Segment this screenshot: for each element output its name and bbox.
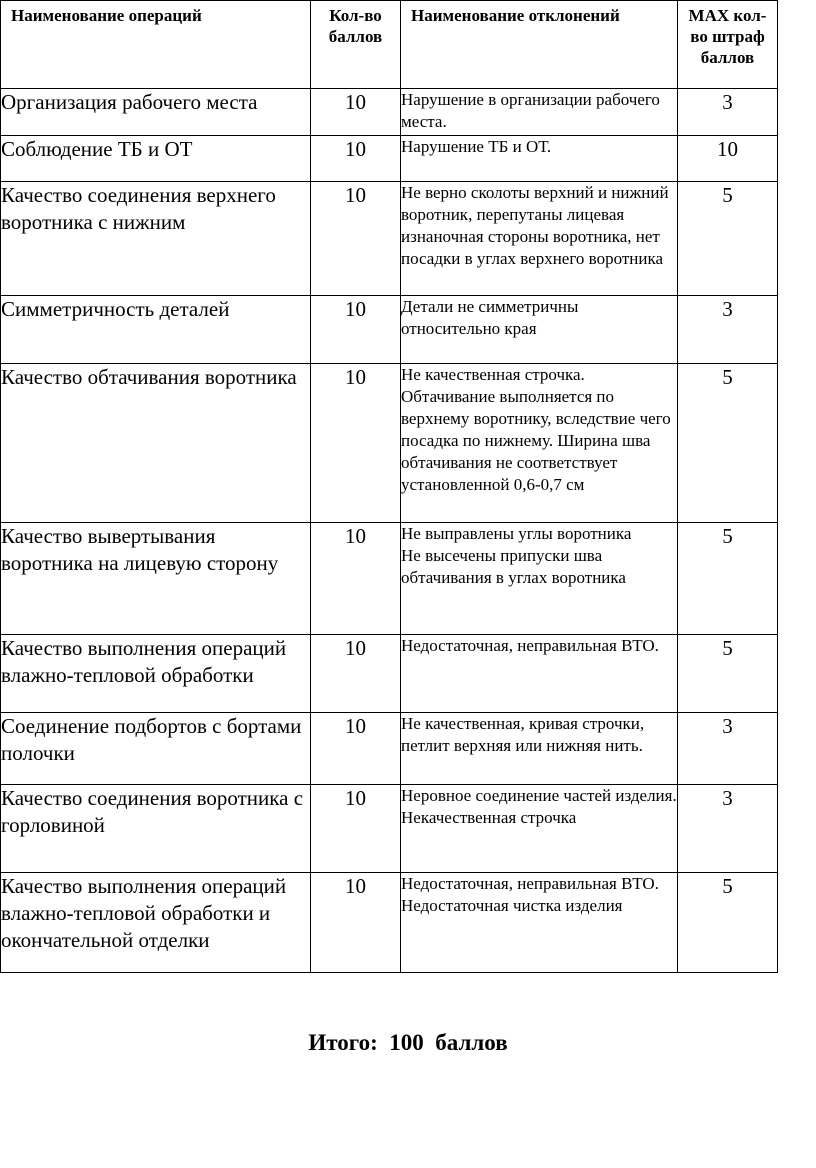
total-summary: Итого: 100 баллов: [308, 1030, 508, 1055]
operation-cell: Качество обтачивания воротника: [1, 364, 311, 523]
deviation-text: Не высечены припуски шва обтачивания в углах воротника: [401, 546, 626, 587]
operation-cell: Качество выполнения операций влажно-тепловой обработки и окончательной отделки: [1, 873, 311, 973]
operation-cell: Симметричность деталей: [1, 296, 311, 364]
deviation-text: Неровное соединение частей изделия. Некачественная строчка: [401, 786, 677, 827]
deviation-cell: [401, 182, 678, 296]
table-row: [1, 89, 778, 136]
deviation-text: Нарушение ТБ и ОТ.: [401, 137, 552, 156]
max-penalty-cell: 5: [678, 182, 778, 296]
max-penalty-cell: 10: [678, 136, 778, 182]
points-cell: 10: [311, 523, 401, 635]
points-cell: 10: [311, 713, 401, 785]
deviation-cell: [401, 364, 678, 523]
points-cell: 10: [311, 364, 401, 523]
deviation-text: Недостаточная чистка изделия: [401, 896, 623, 915]
points-cell: 10: [311, 136, 401, 182]
max-penalty-cell: 3: [678, 89, 778, 136]
points-cell: 10: [311, 635, 401, 713]
points-cell: 10: [311, 296, 401, 364]
deviation-cell: [401, 785, 678, 873]
header-max-penalty: MAX кол-во штраф баллов: [678, 1, 778, 89]
deviation-text: Не верно сколоты верхний и нижний воротник, перепутаны лицевая изнаночная стороны воротника, нет посадки в углах верхнего воротника: [401, 183, 669, 268]
deviation-text: Недостаточная, неправильная ВТО.: [401, 636, 659, 655]
deviation-cell: [401, 523, 678, 635]
operation-cell: Качество выполнения операций влажно-тепловой обработки: [1, 635, 311, 713]
points-cell: 10: [311, 873, 401, 973]
max-penalty-cell: 3: [678, 296, 778, 364]
deviation-cell: [401, 136, 678, 182]
deviation-cell: [401, 635, 678, 713]
max-penalty-cell: 5: [678, 364, 778, 523]
operation-cell: Качество вывертывания воротника на лицевую сторону: [1, 523, 311, 635]
header-row: [1, 1, 778, 89]
operation-cell: Качество соединения верхнего воротника с нижним: [1, 182, 311, 296]
deviation-text: Нарушение в организации рабочего места.: [401, 90, 660, 131]
table-row: [1, 523, 778, 635]
points-cell: 10: [311, 182, 401, 296]
table-row: [1, 785, 778, 873]
header-operation: Наименование операций: [1, 1, 311, 89]
table-row: [1, 136, 778, 182]
deviation-text: Не выправлены углы воротника: [401, 524, 632, 543]
deviation-cell: [401, 713, 678, 785]
header-points: Кол-во баллов: [311, 1, 401, 89]
table-row: [1, 182, 778, 296]
table-row: [1, 635, 778, 713]
deviation-cell: [401, 873, 678, 973]
deviation-cell: [401, 89, 678, 136]
operation-cell: Организация рабочего места: [1, 89, 311, 136]
points-cell: 10: [311, 89, 401, 136]
table-row: [1, 364, 778, 523]
table-row: [1, 713, 778, 785]
max-penalty-cell: 5: [678, 873, 778, 973]
deviation-text: Не качественная строчка. Обтачивание выполняется по верхнему воротнику, вследствие чего посадка по нижнему. Ширина шва обтачивания не соответствует установленной 0,6-0,7 см: [401, 365, 671, 494]
max-penalty-cell: 3: [678, 785, 778, 873]
operation-cell: Соединение подбортов с бортами полочки: [1, 713, 311, 785]
max-penalty-cell: 5: [678, 523, 778, 635]
max-penalty-cell: 3: [678, 713, 778, 785]
operation-cell: Качество соединения воротника с горловиной: [1, 785, 311, 873]
table-row: [1, 296, 778, 364]
deviation-cell: [401, 296, 678, 364]
table-row: [1, 873, 778, 973]
deviation-text: Недостаточная, неправильная ВТО.: [401, 874, 659, 893]
operation-cell: Соблюдение ТБ и ОТ: [1, 136, 311, 182]
header-deviations: Наименование отклонений: [401, 1, 678, 89]
max-penalty-cell: 5: [678, 635, 778, 713]
points-cell: 10: [311, 785, 401, 873]
deviation-text: Не качественная, кривая строчки, петлит верхняя или нижняя нить.: [401, 714, 645, 755]
deviation-text: Детали не симметричны относительно края: [401, 297, 579, 338]
